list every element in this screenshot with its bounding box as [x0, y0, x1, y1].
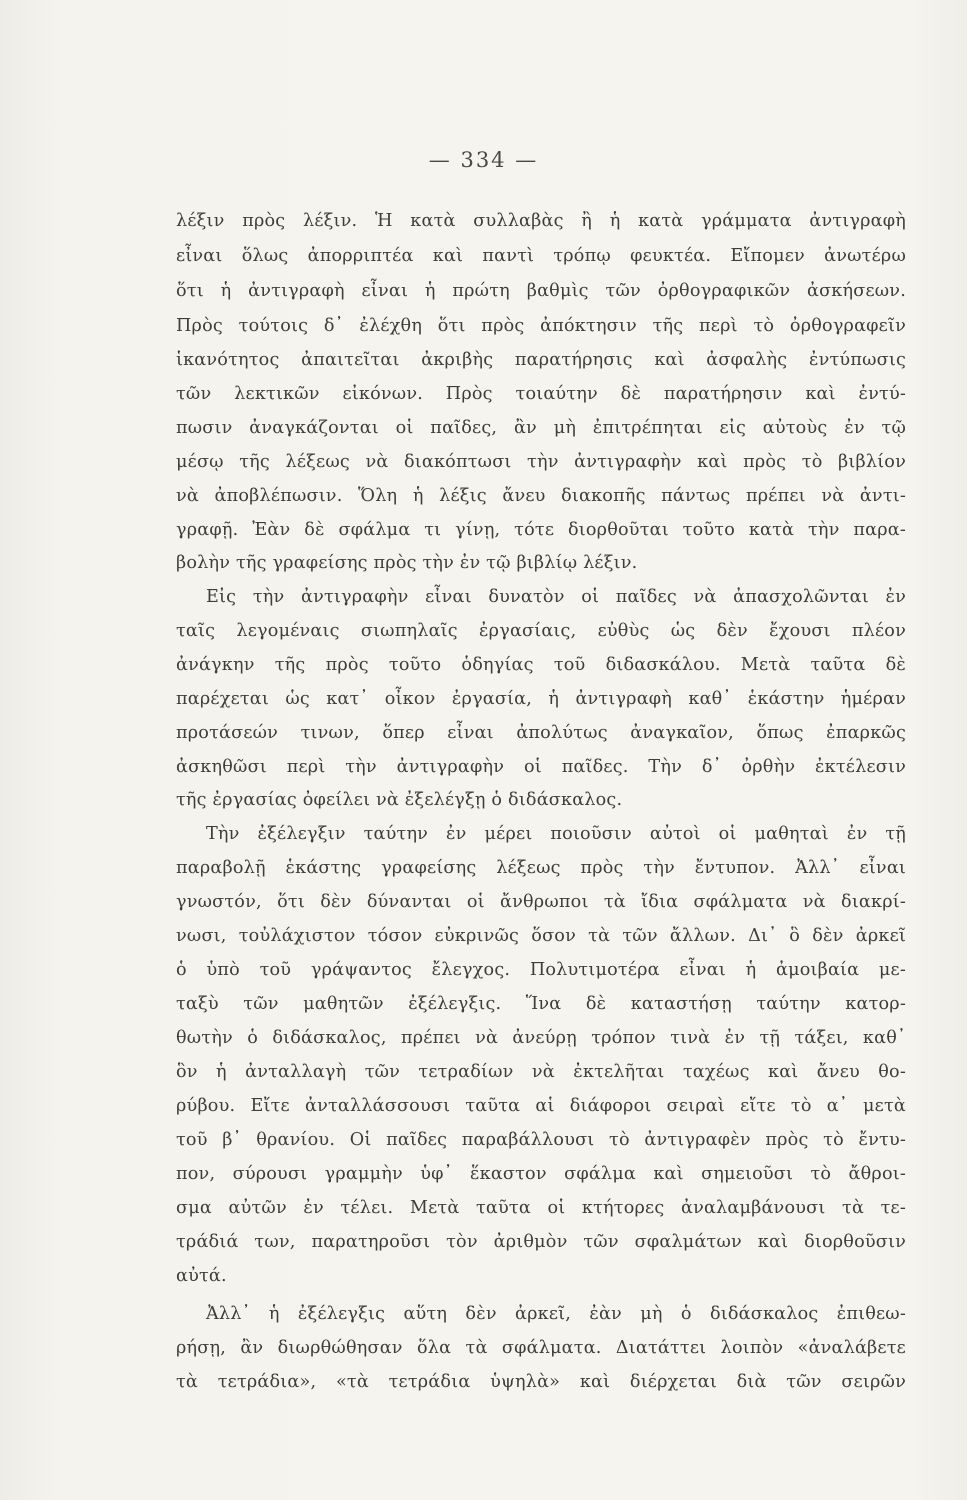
text-line: βολὴν τῆς γραφείσης πρὸς τὴν ἐν τῷ βιβλίῳ λέξιν. — [176, 553, 638, 573]
text-line: προτάσεών τινων, ὅπερ εἶναι ἀπολύτως ἀναγκαῖον, ὅπως ἐπαρκῶς — [176, 723, 906, 743]
text-line: νωσι, τοὐλάχιστον τόσον εὐκρινῶς ὅσον τὰ τῶν ἄλλων. Δι᾽ ὃ δὲν ἀρκεῖ — [176, 926, 906, 946]
text-line: ταῖς λεγομέναις σιωπηλαῖς ἐργασίαις, εὐθὺς ὡς δὲν ἔχουσι πλέον — [176, 621, 906, 641]
text-line: εἶναι ὅλως ἀπορριπτέα καὶ παντὶ τρόπῳ φευκτέα. Εἴπομεν ἀνωτέρω — [176, 246, 906, 266]
text-line: τῆς ἐργασίας ὀφείλει νὰ ἐξελέγξῃ ὁ διδάσκαλος. — [176, 790, 623, 810]
text-line: λέξιν πρὸς λέξιν. Ἡ κατὰ συλλαβὰς ἢ ἡ κατὰ γράμματα ἀντιγραφὴ — [176, 211, 906, 231]
text-line: ρύβου. Εἴτε ἀνταλλάσσουσι ταῦτα αἱ διάφοροι σειραὶ εἴτε τὸ α᾽ μετὰ — [176, 1096, 906, 1116]
text-line: ἀσκηθῶσι περὶ τὴν ἀντιγραφὴν οἱ παῖδες. Τὴν δ᾽ ὀρθὴν ἐκτέλεσιν — [176, 757, 906, 777]
text-line: τῶν λεκτικῶν εἰκόνων. Πρὸς τοιαύτην δὲ παρατήρησιν καὶ ἐντύ- — [176, 384, 906, 404]
text-line: πωσιν ἀναγκάζονται οἱ παῖδες, ἂν μὴ ἐπιτρέπηται εἰς αὐτοὺς ἐν τῷ — [176, 418, 906, 438]
text-line: πον, σύρουσι γραμμὴν ὑφ᾽ ἕκαστον σφάλμα καὶ σημειοῦσι τὸ ἄθροι- — [176, 1164, 906, 1184]
text-line: ρήσῃ, ἂν διωρθώθησαν ὅλα τὰ σφάλματα. Διατάττει λοιπὸν «ἀναλάβετε — [176, 1338, 906, 1358]
text-line: σμα αὐτῶν ἐν τέλει. Μετὰ ταῦτα οἱ κτήτορες ἀναλαμβάνουσι τὰ τε- — [176, 1198, 906, 1218]
text-line: τὰ τετράδια», «τὰ τετράδια ὑψηλὰ» καὶ διέρχεται διὰ τῶν σειρῶν — [176, 1372, 906, 1392]
text-line: Πρὸς τούτοις δ᾽ ἐλέχθη ὅτι πρὸς ἀπόκτησιν τῆς περὶ τὸ ὀρθογραφεῖν — [176, 316, 906, 336]
text-line: αὐτά. — [176, 1266, 227, 1286]
text-line: μέσῳ τῆς λέξεως νὰ διακόπτωσι τὴν ἀντιγραφὴν καὶ πρὸς τὸ βιβλίον — [176, 452, 906, 472]
text-line: παρέχεται ὡς κατ᾽ οἶκον ἐργασία, ἡ ἀντιγραφὴ καθ᾽ ἑκάστην ἡμέραν — [176, 689, 906, 709]
text-line: γνωστόν, ὅτι δὲν δύνανται οἱ ἄνθρωποι τὰ ἴδια σφάλματα νὰ διακρί- — [176, 892, 906, 912]
text-line: γραφῇ. Ἐὰν δὲ σφάλμα τι γίνῃ, τότε διορθοῦται τοῦτο κατὰ τὴν παρα- — [176, 520, 906, 540]
paragraph-first-line: Ἀλλ᾽ ἡ ἐξέλεγξις αὕτη δὲν ἀρκεῖ, ἐὰν μὴ ὁ διδάσκαλος ἐπιθεω- — [206, 1304, 906, 1324]
page-number: — 334 — — [428, 148, 539, 172]
text-line: ὅτι ἡ ἀντιγραφὴ εἶναι ἡ πρώτη βαθμὶς τῶν ὀρθογραφικῶν ἀσκήσεων. — [176, 281, 906, 301]
text-line: ἱκανότητος ἀπαιτεῖται ἀκριβὴς παρατήρησις καὶ ἀσφαλὴς ἐντύπωσις — [176, 350, 906, 370]
text-line: ὁ ὑπὸ τοῦ γράψαντος ἔλεγχος. Πολυτιμοτέρα εἶναι ἡ ἀμοιβαία με- — [176, 960, 906, 980]
paragraph-first-line: Τὴν ἐξέλεγξιν ταύτην ἐν μέρει ποιοῦσιν αὐτοὶ οἱ μαθηταὶ ἐν τῇ — [206, 824, 906, 844]
text-line: θωτὴν ὁ διδάσκαλος, πρέπει νὰ ἀνεύρῃ τρόπον τινὰ ἐν τῇ τάξει, καθ᾽ — [176, 1028, 906, 1048]
text-line: τοῦ β᾽ θρανίου. Οἱ παῖδες παραβάλλουσι τὸ ἀντιγραφὲν πρὸς τὸ ἔντυ- — [176, 1130, 906, 1150]
paragraph-first-line: Εἰς τὴν ἀντιγραφὴν εἶναι δυνατὸν οἱ παῖδες νὰ ἀπασχολῶνται ἐν — [206, 587, 906, 607]
text-line: παραβολῇ ἑκάστης γραφείσης λέξεως πρὸς τὴν ἔντυπον. Ἀλλ᾽ εἶναι — [176, 858, 906, 878]
text-line: νὰ ἀποβλέπωσιν. Ὅλη ἡ λέξις ἄνευ διακοπῆς πάντως πρέπει νὰ ἀντι- — [176, 486, 906, 506]
text-line: ὃν ἡ ἀνταλλαγὴ τῶν τετραδίων νὰ ἐκτελῆται ταχέως καὶ ἄνευ θο- — [176, 1062, 906, 1082]
text-line: ταξὺ τῶν μαθητῶν ἐξέλεγξις. Ἵνα δὲ καταστήσῃ ταύτην κατορ- — [176, 994, 906, 1014]
text-line: τράδιά των, παρατηροῦσι τὸν ἀριθμὸν τῶν σφαλμάτων καὶ διορθοῦσιν — [176, 1232, 906, 1252]
text-line: ἀνάγκην τῆς πρὸς τοῦτο ὁδηγίας τοῦ διδασκάλου. Μετὰ ταῦτα δὲ — [176, 655, 906, 675]
